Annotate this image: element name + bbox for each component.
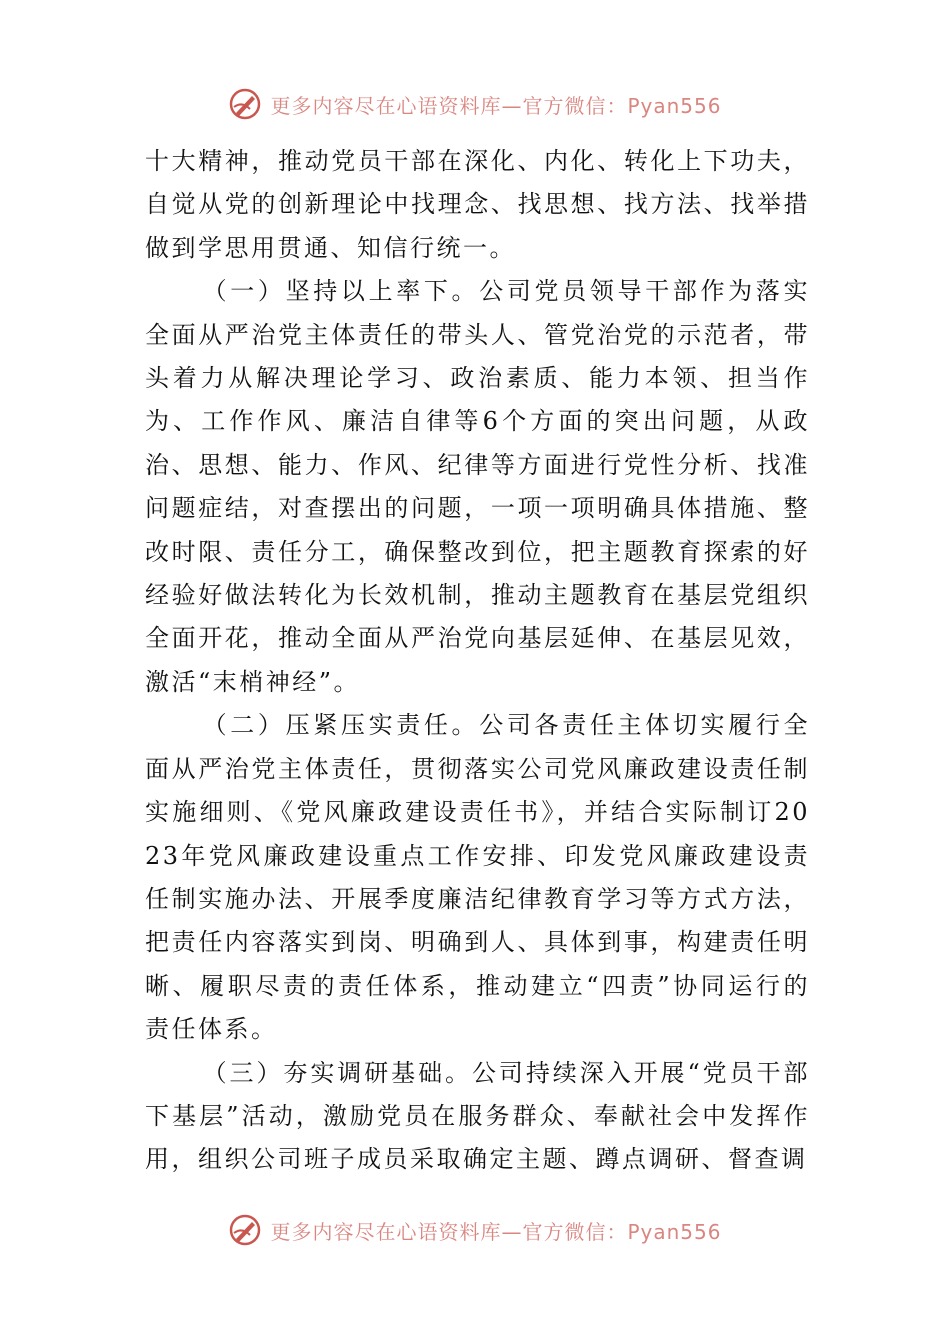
document-body [145,140,810,1182]
paragraph-section-1: （一）坚持以上率下。公司党员领导干部作为落实全面从严治党主体责任的带头人、管党治党的示范者，带头着力从解决理论学习、政治素质、能力本领、担当作为、工作作风、廉洁自律等6个方面的突出问题，从政治、思想、能力、作风、纪律等方面进行党性分析、找准问题症结，对查摆出的问题，一项一项明确具体措施、整改时限、责任分工，确保整改到位，把主题教育探索的好经验好做法转化为长效机制，推动主题教育在基层党组织全面开花，推动全面从严治党向基层延伸、在基层见效，激活“末梢神经”。 [145,277,810,696]
footer-watermark-banner [0,1210,950,1250]
paragraph-continuation: 十大精神，推动党员干部在深化、内化、转化上下功夫，自觉从党的创新理论中找理念、找思想、找方法、找举措做到学思用贯通、知信行统一。 [145,147,810,262]
paragraph-section-3: （三）夯实调研基础。公司持续深入开展“党员干部下基层”活动，激励党员在服务群众、奉献社会中发挥作用，组织公司班子成员采取确定主题、蹲点调研、督查调 [145,1058,810,1174]
header-watermark-banner [0,84,950,124]
pen-logo-icon [228,1213,262,1247]
watermark-text: 更多内容尽在心语资料库—官方微信：Pyan556 [270,93,722,118]
pen-logo-icon [228,87,262,121]
watermark-text: 更多内容尽在心语资料库—官方微信：Pyan556 [270,1219,722,1244]
paragraph-section-2: （二）压紧压实责任。公司各责任主体切实履行全面从严治党主体责任，贯彻落实公司党风廉政建设责任制实施细则、《党风廉政建设责任书》，并结合实际制订2023年党风廉政建设重点工作安排、印发党风廉政建设责任制实施办法、开展季度廉洁纪律教育学习等方式方法，把责任内容落实到岗、明确到人、具体到事，构建责任明晰、履职尽责的责任体系，推动建立“四责”协同运行的责任体系。 [145,711,810,1044]
